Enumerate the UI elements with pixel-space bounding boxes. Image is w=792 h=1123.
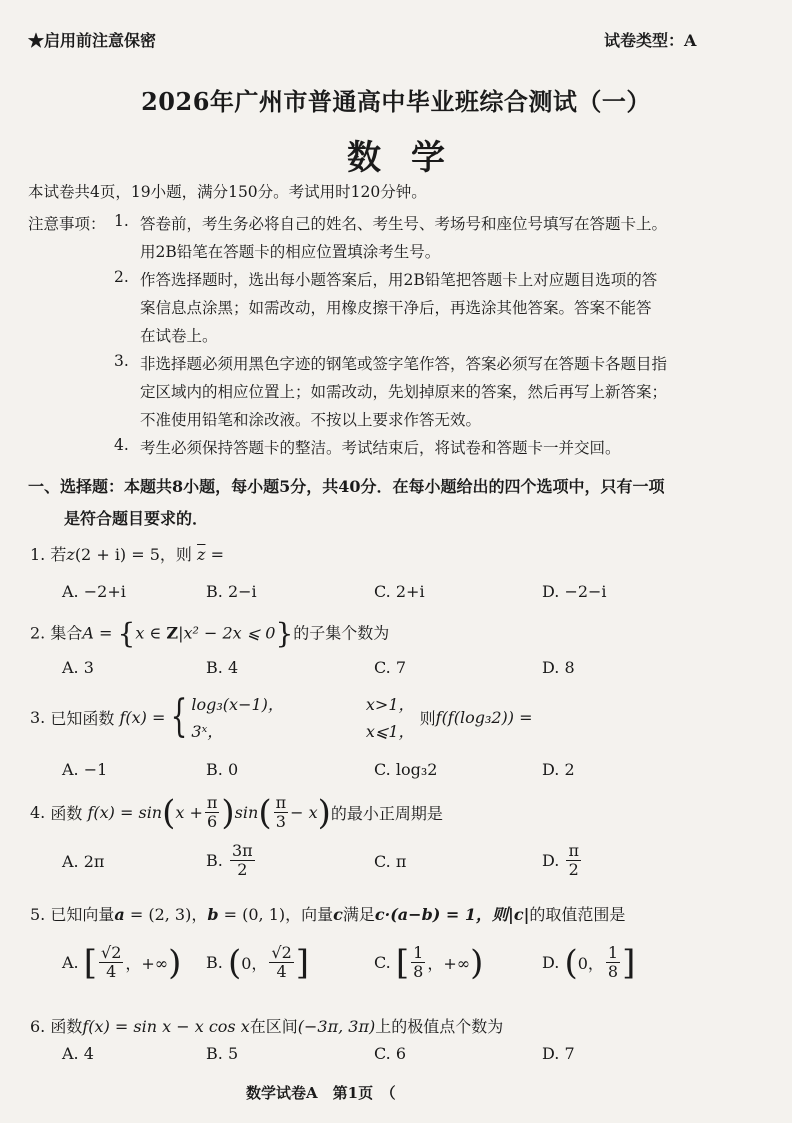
q6-option-d: D. 7 [542, 1044, 575, 1063]
note-number: 3. [114, 352, 129, 370]
q1-option-a: A. −2+i [62, 582, 126, 601]
q1-option-c: C. 2+i [374, 582, 425, 601]
q3-option-d: D. 2 [542, 760, 575, 779]
q3-option-b: B. 0 [206, 760, 239, 779]
question-5: 5. 已知向量a = (2, 3)，b = (0, 1)，向量c满足c·(a−b) = 1，则|c|的取值范围是 [30, 905, 626, 924]
q4-option-b: B. $\frac{3\pi}{2}$ [206, 841, 253, 880]
q4-option-c: C. π [374, 852, 407, 871]
note-line: 定区域内的相应位置上；如需改动，先划掉原来的答案，然后再写上新答案； [140, 383, 668, 401]
piecewise-function: { log₃(x−1)， x>1， 3ˣ， x⩽1， [170, 691, 415, 742]
q5-option-b: B. ( 0， $\frac{√2}{4}$ ] [206, 942, 310, 983]
exam-intro: 本试卷共4页，19小题，满分150分。考试用时120分钟。 [28, 183, 427, 201]
q5-option-a: A. [ $\frac{√2}{4}$ ，+∞ ) [62, 942, 182, 983]
note-line: 考生必须保持答题卡的整洁。考试结束后，将试卷和答题卡一并交回。 [140, 439, 621, 457]
section-header-cont: 是符合题目要求的． [64, 509, 209, 528]
question-2: 2. 集合A = {x ∈ Z|x² − 2x ⩽ 0}的子集个数为 [30, 617, 390, 650]
question-3: 3. 已知函数 f(x) = { log₃(x−1)， x>1， 3ˣ， x⩽1， 则 f(f(log₃2)) = [30, 691, 533, 742]
q3-option-c: C. log₃2 [374, 760, 438, 779]
notes-label: 注意事项： [28, 215, 106, 233]
question-1: 1. 若z(2 + i) = 5，则 $\overline{z}$ = [30, 545, 224, 564]
note-line: 非选择题必须用黑色字迹的钢笔或签字笔作答，答案必须写在答题卡各题目指 [140, 355, 668, 373]
section-header: 一、选择题：本题共8小题，每小题5分，共40分．在每小题给出的四个选项中，只有一项 [28, 477, 665, 496]
note-number: 2. [114, 268, 129, 286]
question-4: 4. 函数 f(x) = sin ( x + $\frac{\pi}{6}$ ) sin ( $\frac{\pi}{3}$ − x ) 的最小正周期是 [30, 792, 443, 833]
exam-title: 2026年广州市普通高中毕业班综合测试（一） [141, 87, 651, 116]
page-footer: 数学试卷A 第1页 （ [246, 1084, 396, 1102]
q6-option-a: A. 4 [62, 1044, 94, 1063]
q2-option-a: A. 3 [62, 658, 94, 677]
confidential-label: ★启用前注意保密 [28, 31, 157, 50]
subject-title: 数学 [347, 138, 475, 178]
q5-option-c: C. [ $\frac{1}{8}$ ，+∞ ) [374, 942, 484, 983]
q1-option-d: D. −2−i [542, 582, 607, 601]
note-line: 不准使用铅笔和涂改液。不按以上要求作答无效。 [140, 411, 482, 429]
q6-option-c: C. 6 [374, 1044, 407, 1063]
q1-option-b: B. 2−i [206, 582, 257, 601]
q2-option-d: D. 8 [542, 658, 575, 677]
note-line: 答卷前，考生务必将自己的姓名、考生号、考场号和座位号填写在答题卡上。 [140, 215, 668, 233]
q4-option-d: D. $\frac{\pi}{2}$ [542, 841, 579, 880]
q3-option-a: A. −1 [62, 760, 108, 779]
note-line: 用2B铅笔在答题卡的相应位置填涂考生号。 [140, 243, 441, 261]
note-line: 作答选择题时，选出每小题答案后，用2B铅笔把答题卡上对应题目选项的答 [140, 271, 658, 289]
q2-option-c: C. 7 [374, 658, 407, 677]
note-line: 案信息点涂黑；如需改动，用橡皮擦干净后，再选涂其他答案。答案不能答 [140, 299, 652, 317]
note-line: 在试卷上。 [140, 327, 218, 345]
note-number: 1. [114, 212, 129, 230]
q4-option-a: A. 2π [62, 852, 105, 871]
q5-option-d: D. ( 0， $\frac{1}{8}$ ] [542, 942, 636, 983]
q2-option-b: B. 4 [206, 658, 239, 677]
q6-option-b: B. 5 [206, 1044, 239, 1063]
paper-type-label: 试卷类型：A [604, 31, 697, 50]
note-number: 4. [114, 436, 129, 454]
question-6: 6. 函数f(x) = sin x − x cos x在区间(−3π, 3π)上的极值点个数为 [30, 1017, 504, 1036]
